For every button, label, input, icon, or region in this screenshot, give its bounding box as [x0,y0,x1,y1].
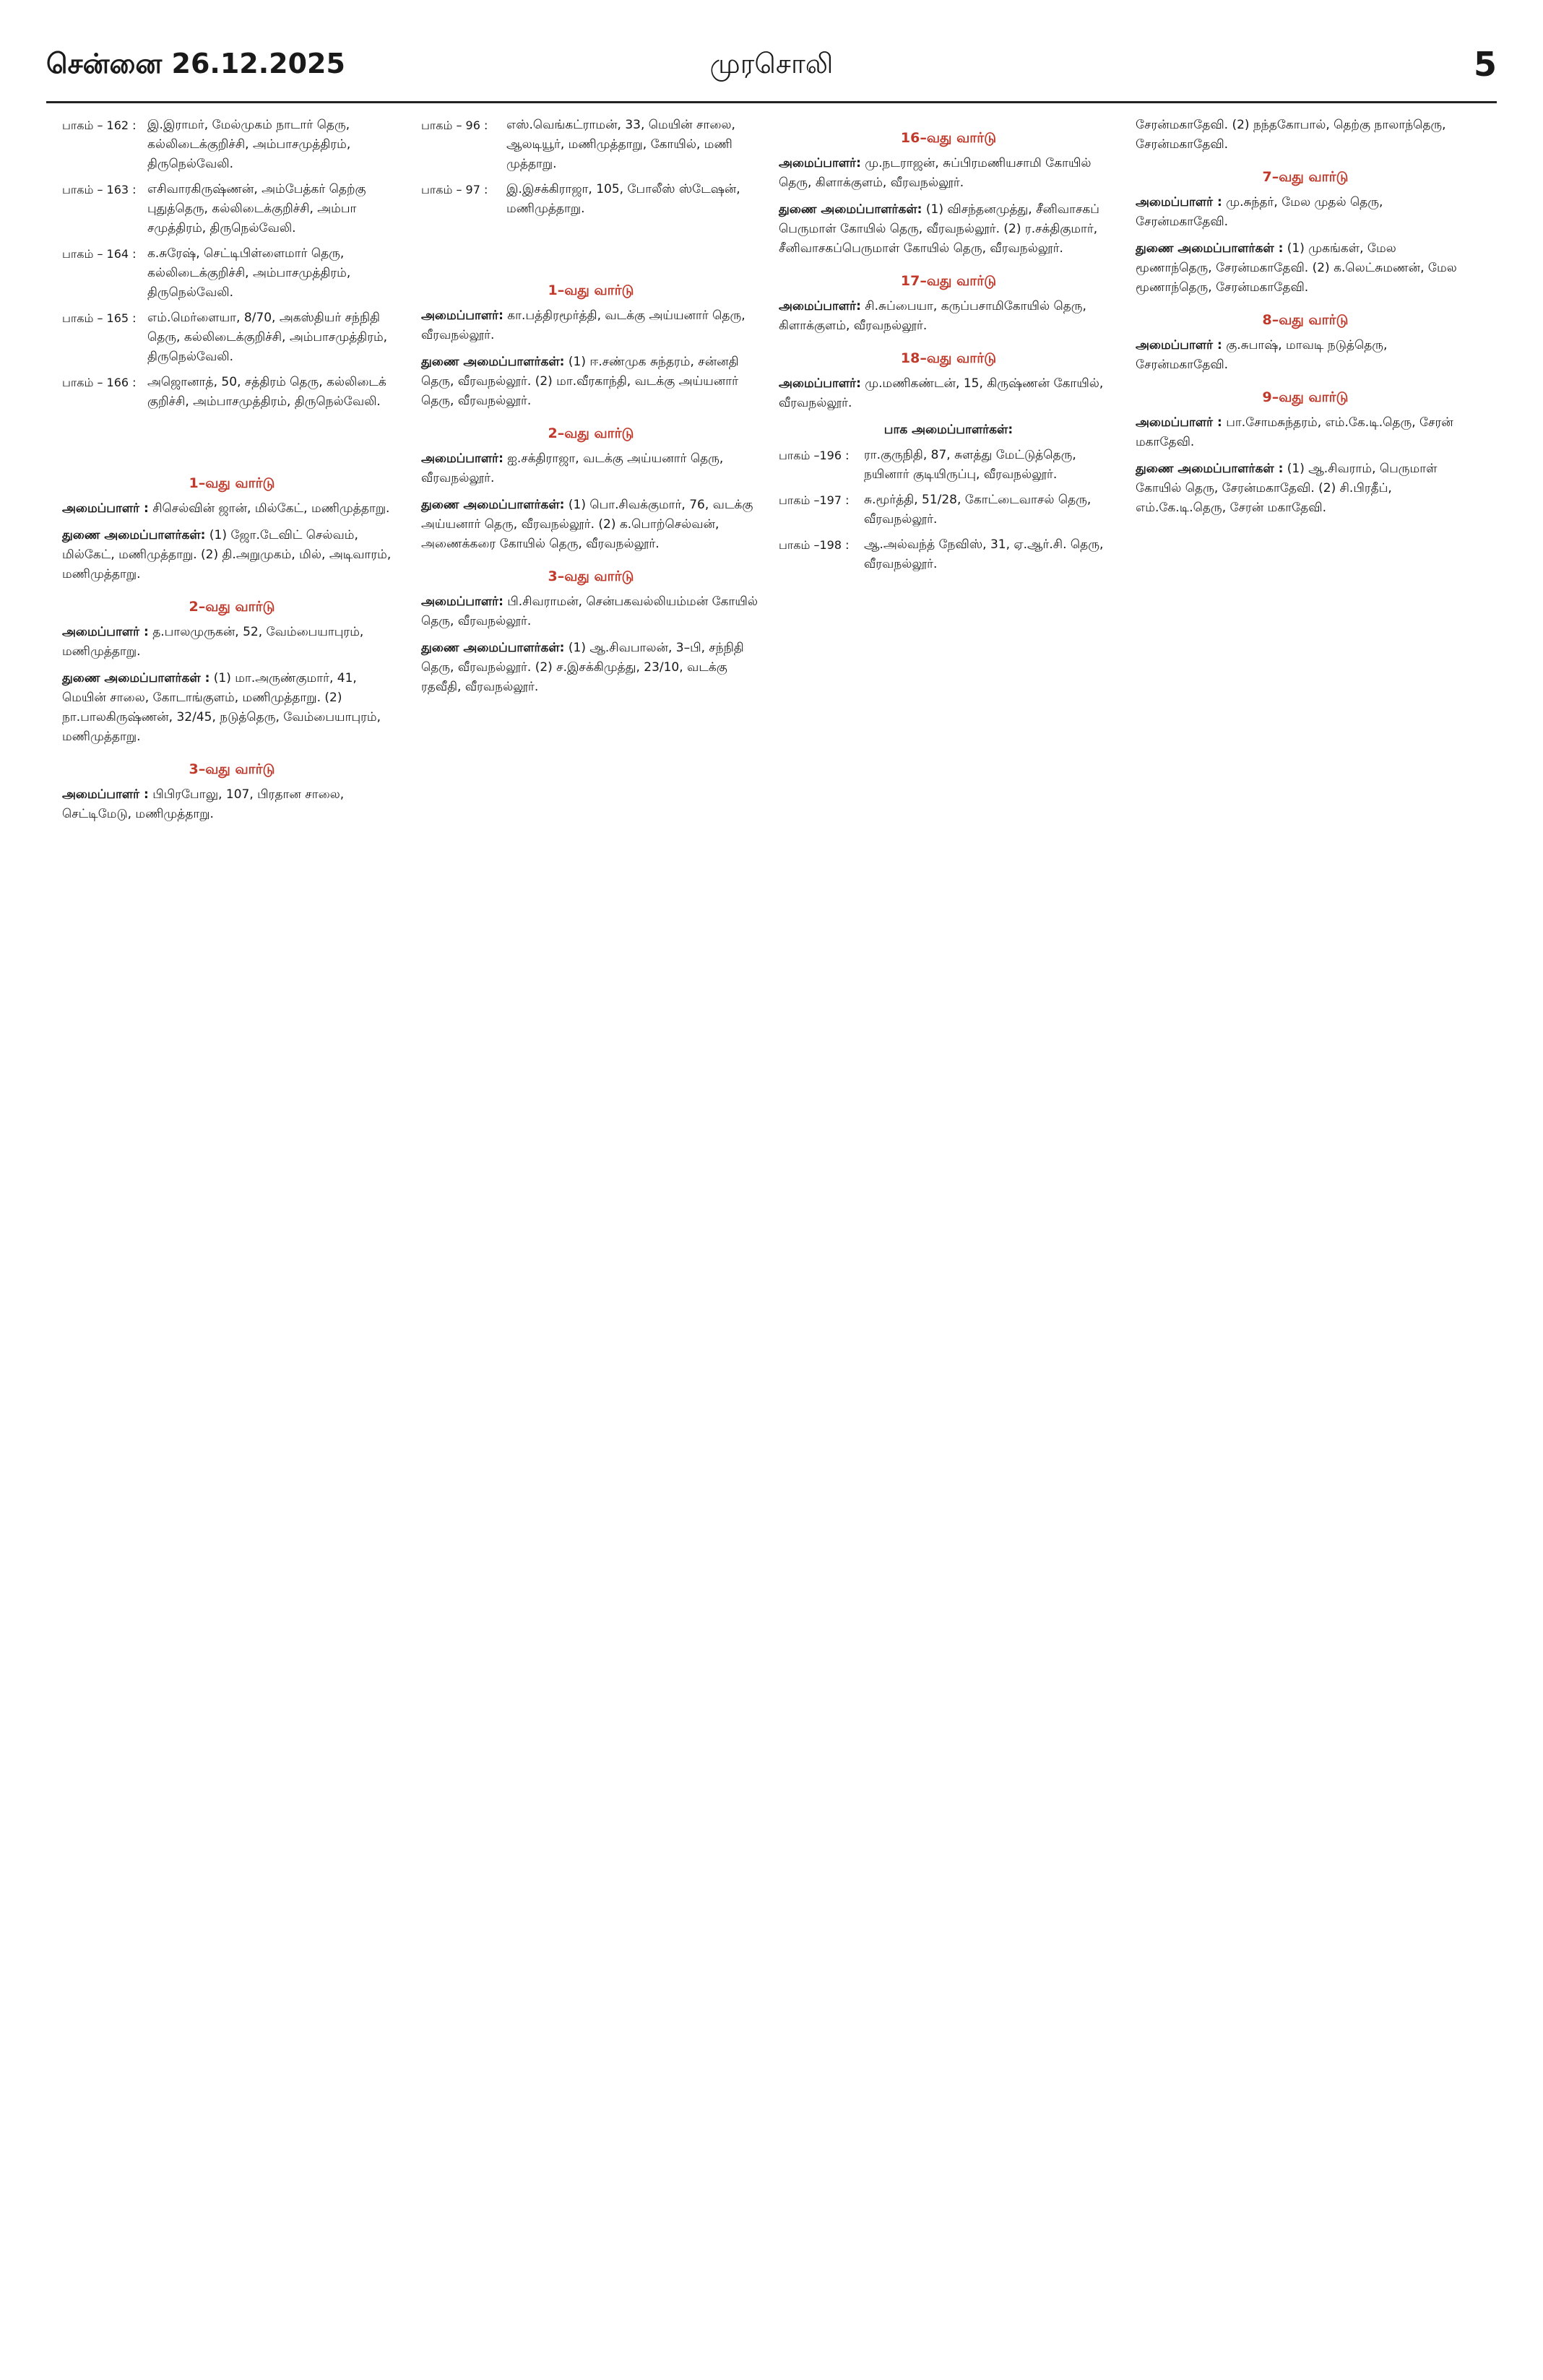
column-1 [62,116,402,831]
header-rule [46,101,1497,103]
ward-entry: அமைப்பாளர் : பிபிரபோலு, 107, பிரதான சாலை, செட்டிமேடு, மணிமுத்தாறு. [62,787,345,821]
polling-entry: பாகம் – 164 : க.சுரேஷ், செட்டிபிள்ளைமார் தெரு, கல்லிடைக்குறிச்சி, அம்பாசமுத்திரம், திருநெல்வேலி. [62,246,351,300]
polling-entry: பாகம் – 97 : இ.இசக்கிராஜா, 105, போலீஸ் ஸ்டேஷன், மணிமுத்தாறு. [421,182,740,216]
ward-heading: 1–வது வார்டு [189,475,275,491]
ward-entry: துணை அமைப்பாளர்கள்: (1) பொ.சிவக்குமார், 76, வடக்கு அய்யனார் தெரு, வீரவநல்லூர். (2) க.பொற்செல்வன், அணைக்கரை கோயில் தெரு, வீரவநல்லூர். [421,498,753,551]
ward-heading: 3–வது வார்டு [189,761,275,777]
polling-entry: பாகம் – 163 : எசிவாரகிருஷ்ணன், அம்பேத்கர் தெற்கு புதுத்தெரு, கல்லிடைக்குறிச்சி, அம்பா சமுத்திரம், திருநெல்வேலி. [62,182,366,235]
spacer [62,417,402,461]
continued-text: சேரன்மகாதேவி. (2) நந்தகோபால், தெற்கு நாலாந்தெரு, சேரன்மகாதேவி. [1136,118,1446,152]
ward-entry: அமைப்பாளர்: பி.சிவராமன், சென்பகவல்லியம்மன் கோயில் தெரு, வீரவநல்லூர். [421,594,758,628]
column-4 [1136,116,1475,525]
ward-entry: துணை அமைப்பாளர்கள்: (1) விசந்தனமுத்து, சீனிவாசகப் பெருமாள் கோயில் தெரு, வீரவநல்லூர். (2) ர.சக்திகுமார், சீனிவாசகப்பெருமாள் கோயில் தெரு, வீரவநல்லூர். [779,202,1099,256]
ward-entry: துணை அமைப்பாளர்கள் : (1) மா.அருண்குமார், 41, மெயின் சாலை, கோடாங்குளம், மணிமுத்தாறு. (2) நா.பாலகிருஷ்ணன், 32/45, நடுத்தெரு, வேம்பையாபுரம், மணிமுத்தாறு. [62,671,381,744]
ward-heading: 1–வது வார்டு [548,282,634,298]
polling-entry: பாகம் –197 : சு.மூர்த்தி, 51/28, கோட்டைவாசல் தெரு, வீரவநல்லூர். [779,493,1092,527]
ward-entry: அமைப்பாளர் : த.பாலமுருகன், 52, வேம்பையாபுரம், மணிமுத்தாறு. [62,625,364,659]
polling-entry: பாகம் –196 : ரா.குருநிதி, 87, சுளத்து மேட்டுத்தெரு, நயினார் குடியிருப்பு, வீரவநல்லூர். [779,448,1076,482]
ward-heading: 16–வது வார்டு [900,130,997,146]
ward-entry: அமைப்பாளர்: கா.பத்திரமூர்த்தி, வடக்கு அய்யனார் தெரு, வீரவநல்லூர். [421,308,745,342]
ward-entry: அமைப்பாளர் : பா.சோமசுந்தரம், எம்.கே.டி.தெரு, சேரன் மகாதேவி. [1136,415,1453,449]
polling-entry: பாகம் – 162 : இ.இராமர், மேல்முகம் நாடார் தெரு, கல்லிடைக்குறிச்சி, அம்பாசமுத்திரம், திருநெல்வேலி. [62,118,351,171]
ward-heading: 3–வது வார்டு [548,568,634,584]
ward-entry: அமைப்பாளர் : மு.சுந்தர், மேல முதல் தெரு, சேரன்மகாதேவி. [1136,195,1383,229]
ward-entry: துணை அமைப்பாளர்கள் : (1) ஆ.சிவராம், பெருமாள் கோயில் தெரு, சேரன்மகாதேவி. (2) சி.பிரதீப், எம்.கே.டி.தெரு, சேரன் மகாதேவி. [1136,462,1438,515]
ward-entry: துணை அமைப்பாளர்கள்: (1) ஜோ.டேவிட் செல்வம், மில்கேட், மணிமுத்தாறு. (2) தி.அறுமுகம், மில், அடிவாரம், மணிமுத்தாறு. [62,528,392,581]
polling-entry: பாகம் – 165 : எம்.மெர்ளையா, 8/70, அகஸ்தியர் சந்நிதி தெரு, கல்லிடைக்குறிச்சி, அம்பாசமுத்திரம், திருநெல்வேலி. [62,311,388,364]
column-2 [421,116,761,704]
ward-heading: 17–வது வார்டு [900,273,997,289]
newspaper-name: முரசொலி [709,48,834,79]
ward-entry: துணை அமைப்பாளர்கள் : (1) முகங்கள், மேல மூணாந்தெரு, சேரன்மகாதேவி. (2) க.லெட்சுமணன், மேல மூணாந்தெரு, சேரன்மகாதேவி. [1136,241,1457,295]
ward-entry: அமைப்பாளர் : சிசெல்வின் ஜான், மில்கேட், மணிமுத்தாறு. [62,501,390,516]
ward-entry: அமைப்பாளர்: மு.மணிகண்டன், 15, கிருஷ்ணன் கோயில், வீரவநல்லூர். [779,376,1104,410]
ward-entry: துணை அமைப்பாளர்கள்: (1) ஈ.சண்முக சுந்தரம், சன்னதி தெரு, வீரவநல்லூர். (2) மா.வீரகாந்தி, வடக்கு அய்யனார் தெரு, வீரவநல்லூர். [421,355,739,408]
column-3 [779,116,1118,580]
ward-heading: 2–வது வார்டு [548,425,634,441]
sub-heading: பாக அமைப்பாளர்கள்: [883,423,1013,437]
ward-entry: அமைப்பாளர் : கு.சுபாஷ், மாவடி நடுத்தெரு, சேரன்மகாதேவி. [1136,338,1388,372]
edition-date: சென்னை 26.12.2025 [46,48,345,79]
ward-entry: அமைப்பாளர்: ஐ.சக்திராஜா, வடக்கு அய்யனார் தெரு, வீரவநல்லூர். [421,451,724,485]
ward-entry: அமைப்பாளர்: சி.சுப்பையா, கருப்பசாமிகோயில் தெரு, கிளாக்குளம், வீரவநல்லூர். [779,299,1086,333]
polling-entry: பாகம் – 166 : அஜொனாத், 50, சத்திரம் தெரு, கல்லிடைக் குறிச்சி, அம்பாசமுத்திரம், திருநெல்வேலி. [62,375,386,409]
ward-heading: 8–வது வார்டு [1262,312,1349,328]
ward-heading: 18–வது வார்டு [900,350,997,366]
ward-heading: 2–வது வார்டு [189,599,275,615]
ward-heading: 9–வது வார்டு [1262,389,1349,405]
polling-entry: பாகம் –198 : ஆ.அல்வந்த் நேவிஸ், 31, ஏ.ஆர்.சி. தெரு, வீரவநல்லூர். [779,537,1104,571]
masthead [46,42,1497,92]
ward-entry: துணை அமைப்பாளர்கள்: (1) ஆ.சிவபாலன், 3–பி, சந்நிதி தெரு, வீரவநல்லூர். (2) ச.இசக்கிமுத்து, 23/10, வடக்கு ரதவீதி, வீரவநல்லூர். [421,641,744,694]
ward-entry: அமைப்பாளர்: மு.நடராஜன், சுப்பிரமணியசாமி கோயில் தெரு, கிளாக்குளம், வீரவநல்லூர். [779,156,1092,190]
page-number: 5 [1473,45,1497,84]
polling-entry: பாகம் – 96 : எஸ்.வெங்கட்ராமன், 33, மெயின் சாலை, ஆலடியூர், மணிமுத்தாறு, கோயில், மணி முத்தாறு. [421,118,735,171]
ward-heading: 7–வது வார்டு [1262,169,1349,185]
spacer [421,225,761,268]
